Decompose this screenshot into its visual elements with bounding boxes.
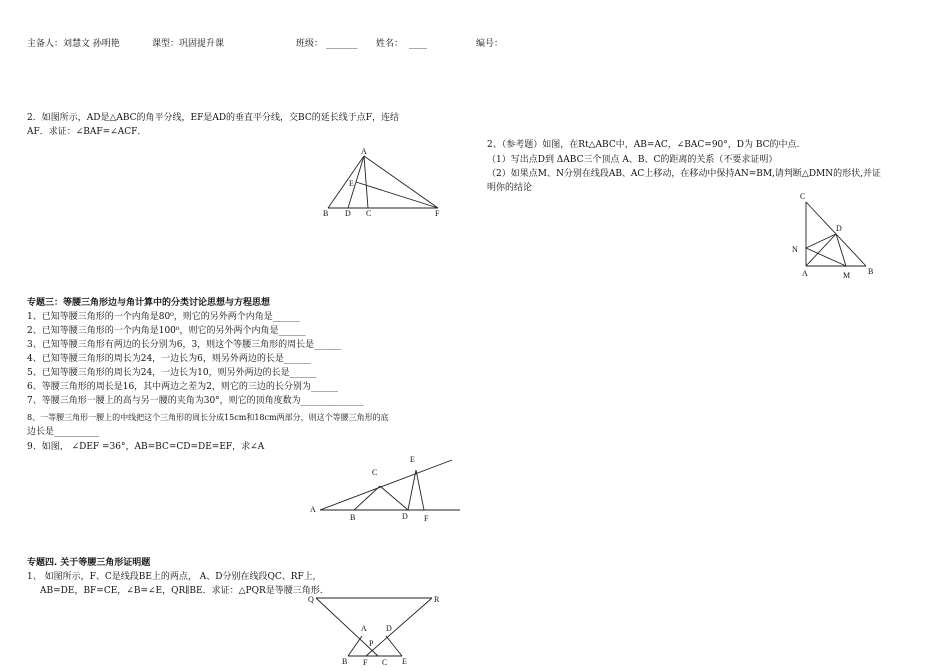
label-d: D	[345, 209, 351, 218]
segment-ba	[348, 636, 362, 656]
topic4-item-1-line-1: 1、 如图所示，F、C是线段BE上的两点， A、D分别在线段QC、RF上,	[27, 572, 316, 582]
topic3-item-7: 7、等腰三角形一腰上的高与另一腰的夹角为30°，则它的顶角度数为______________	[27, 396, 364, 406]
header-lesson-type: 课型：巩固提升课	[152, 39, 225, 49]
label-a: A	[361, 147, 367, 156]
segment-af	[364, 156, 438, 208]
segment-nd	[806, 234, 836, 248]
label-p: P	[369, 639, 374, 648]
problem-ref-text-1: 2、（参考题）如图，在Rt△ABC中，AB=AC，∠BAC=90°，D为 BC的中点.	[487, 140, 800, 150]
header-name-blank: ____	[409, 39, 427, 49]
label-a: A	[361, 624, 367, 633]
ray-ae	[320, 460, 452, 510]
label-d: D	[836, 224, 842, 233]
problem-ref-text-2: （1）写出点D到 ΔABC三个顶点 A、B、C的距离的关系（不要求证明）	[487, 155, 778, 165]
label-b: B	[323, 209, 329, 218]
figure-right-triangle	[788, 190, 888, 282]
label-c: C	[800, 192, 806, 201]
topic3-item-4: 4、已知等腰三角形的周长为24，一边长为6，则另外两边的长是______	[27, 354, 311, 364]
segment-cd	[380, 486, 408, 510]
segment-nm	[806, 248, 846, 266]
label-r: R	[434, 595, 440, 604]
header-number-label: 编号：	[476, 39, 504, 49]
label-d: D	[386, 624, 392, 633]
topic3-item-5: 5、已知等腰三角形的周长为24，一边长为10，则另外两边的长是______	[27, 368, 317, 378]
topic3-item-8-line-2: 边长是__________	[27, 427, 100, 437]
problem-angle-text-2: AF．求证：∠BAF=∠ACF．	[27, 127, 147, 137]
label-f: F	[424, 514, 429, 523]
segment-bc	[354, 486, 380, 510]
segment-ab	[328, 156, 364, 208]
topic3-item-9: 9、如图， ∠DEF =36°，AB=BC=CD=DE=EF，求∠A	[27, 442, 265, 452]
label-b: B	[342, 657, 348, 666]
figure-angle-bisector	[320, 148, 450, 220]
label-f: F	[435, 209, 440, 218]
topic4-item-1-line-2: AB=DE，BF=CE，∠B=∠E，QR∥BE．求证：△PQR是等腰三角形.	[40, 586, 323, 596]
topic3-title: 专题三：等腰三角形边与角计算中的分类讨论思想与方程思想	[27, 298, 271, 308]
problem-ref-text-3: （2）如果点M、N分别在线段AB、AC上移动，在移动中保持AN=BM,请判断△DMN的形状,并证	[487, 169, 882, 179]
label-q: Q	[308, 595, 314, 604]
segment-ed	[386, 636, 402, 656]
header-name-label: 姓名：	[376, 39, 404, 49]
label-e: E	[349, 179, 354, 188]
label-m: M	[843, 271, 851, 280]
segment-ac	[364, 156, 368, 208]
header-class-label: 班级：	[296, 39, 324, 49]
label-d: D	[402, 512, 408, 521]
header-preparers: 主备人：刘慧文 孙明艳	[27, 39, 120, 49]
figure-zigzag	[300, 448, 470, 528]
label-b: B	[350, 513, 356, 522]
problem-angle-text-1: 2．如图所示，AD是△ABC的角平分线，EF是AD的垂直平分线，交BC的延长线于点F，连结	[27, 113, 399, 123]
label-e: E	[410, 455, 415, 464]
label-a: A	[802, 269, 808, 278]
label-b: B	[868, 267, 874, 276]
segment-ef	[356, 182, 438, 208]
label-c: C	[382, 658, 388, 667]
header-class-blank: _______	[326, 39, 358, 49]
label-e: E	[402, 657, 407, 666]
segment-rf	[366, 598, 432, 656]
label-c: C	[366, 209, 372, 218]
topic3-item-6: 6、等腰三角形的周长是16，其中两边之差为2，则它的三边的长分别为______	[27, 382, 338, 392]
problem-ref-text-4: 明你的结论	[487, 183, 533, 193]
label-c: C	[372, 468, 378, 477]
label-n: N	[792, 245, 798, 254]
segment-ef	[416, 470, 424, 510]
topic3-item-8-line-1: 8、一等腰三角形一腰上的中线把这个三角形的周长分成15cm和18cm两部分，则这个等腰三角形的底	[27, 413, 389, 422]
topic3-item-1: 1、已知等腰三角形的一个内角是80⁰，则它的另外两个内角是______	[27, 312, 300, 322]
topic3-item-2: 2、已知等腰三角形的一个内角是100⁰，则它的另外两个内角是______	[27, 326, 306, 336]
label-f: F	[363, 658, 368, 667]
figure-pqr	[306, 590, 452, 671]
topic3-item-3: 3、已知等腰三角形有两边的长分别为6，3，则这个等腰三角形的周长是______	[27, 340, 342, 350]
topic4-title: 专题四. 关于等腰三角形证明题	[27, 558, 151, 568]
label-a: A	[310, 505, 316, 514]
